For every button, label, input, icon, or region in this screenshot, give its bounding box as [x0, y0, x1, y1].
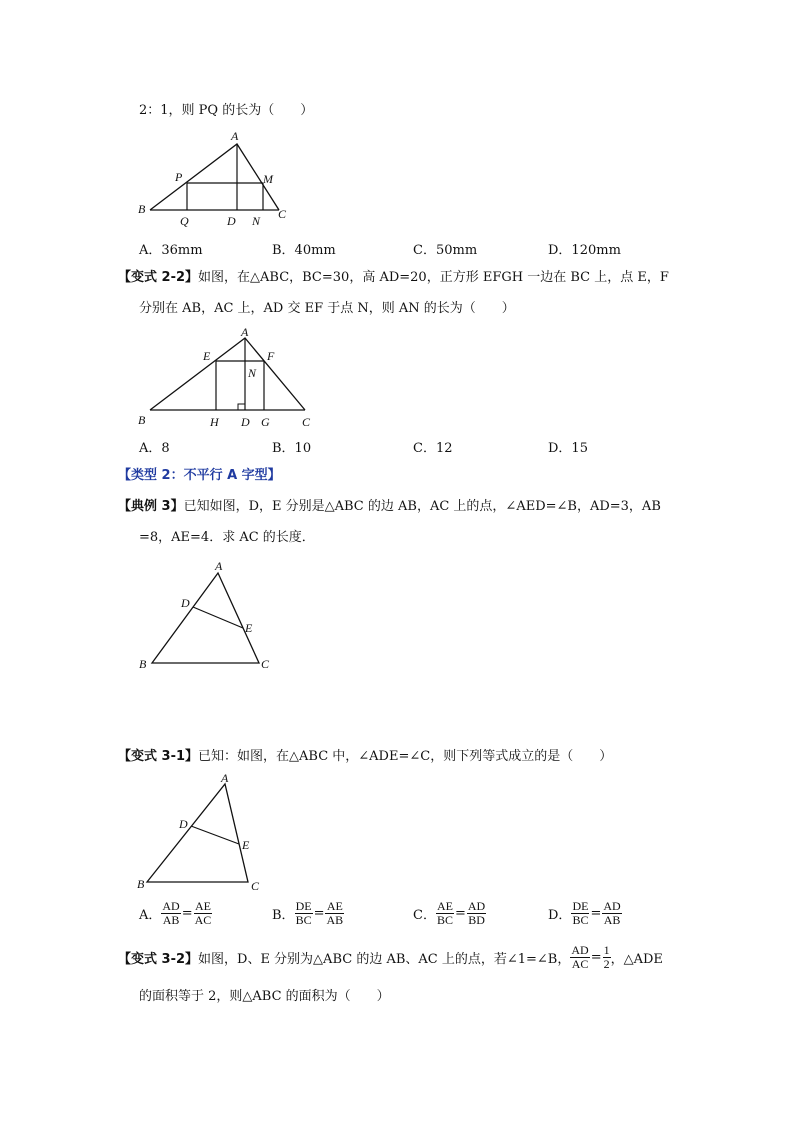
q3-1-option-c-frac2: $\frac{AD}{BD}$	[467, 899, 486, 927]
q2-1-label-B: B	[138, 202, 146, 216]
q3-1-stem	[118, 748, 612, 766]
q3-1-figure	[135, 772, 275, 892]
q2-1-stem-tail: 2：1，则 PQ 的长为（ ）	[139, 103, 314, 118]
q2-1-label-D: D	[227, 214, 236, 228]
ex3-label-D: D	[181, 596, 190, 610]
q3-1-option-c[interactable]: C． $\frac{AE}{BC}$ = $\frac{AD}{BD}$	[413, 899, 486, 927]
q3-1-option-d[interactable]: D． $\frac{DE}{BC}$ = $\frac{AD}{AB}$	[548, 899, 621, 927]
q2-1-label-A: A	[231, 129, 239, 143]
q3-1-stem-text: 已知：如图，在△ABC 中，∠ADE=∠C，则下列等式成立的是（ ）	[198, 749, 613, 764]
q3-2-frac2: $\frac{1}{2}$	[603, 943, 610, 971]
q2-2-label-A: A	[241, 325, 249, 339]
q2-2-option-c[interactable]: C．12	[413, 441, 453, 456]
q3-1-option-c-letter: C．	[413, 908, 436, 923]
q2-2-tag: 【变式 2-2】	[118, 270, 199, 285]
q2-1-label-Q: Q	[180, 214, 189, 228]
q3-1-option-d-frac1: $\frac{DE}{BC}$	[572, 899, 589, 927]
q2-2-label-G: G	[261, 415, 270, 429]
q2-1-option-a[interactable]: A．36mm	[139, 243, 203, 258]
q3-2-tag: 【变式 3-2】	[118, 952, 199, 967]
q3-1-label-C: C	[251, 879, 260, 893]
q3-1-label-B: B	[137, 877, 145, 891]
q2-1-option-d[interactable]: D．120mm	[548, 243, 621, 258]
q3-1-option-b-frac1: $\frac{DE}{BC}$	[295, 899, 312, 927]
q3-2-frac1: $\frac{AD}{AC}$	[571, 943, 589, 971]
q2-2-label-E: E	[203, 349, 211, 363]
ex3-tag: 【典例 3】	[118, 499, 184, 514]
q3-1-option-a-letter: A．	[139, 908, 162, 923]
q2-2-label-N: N	[248, 366, 257, 380]
q3-1-option-b-letter: B．	[272, 908, 295, 923]
q3-1-label-A: A	[221, 771, 229, 785]
q2-1-option-b[interactable]: B．40mm	[272, 243, 336, 258]
ex3-stem-line2: =8，AE=4．求 AC 的长度．	[139, 530, 315, 545]
q3-1-label-E: E	[242, 838, 250, 852]
q3-1-option-d-letter: D．	[548, 908, 572, 923]
ex3-label-C: C	[261, 657, 270, 671]
q3-1-option-c-frac1: $\frac{AE}{BC}$	[436, 899, 453, 927]
ex3-label-A: A	[215, 559, 223, 573]
ex3-stem-text1: 已知如图，D，E 分别是△ABC 的边 AB，AC 上的点，∠AED=∠B，AD=3，AB	[183, 499, 661, 514]
ex3-label-B: B	[139, 657, 147, 671]
q2-2-stem-text1: 如图，在△ABC，BC=30，高 AD=20，正方形 EFGH 一边在 BC 上，点 E，F	[198, 270, 669, 285]
q2-2-option-d[interactable]: D．15	[548, 441, 588, 456]
q3-1-tag: 【变式 3-1】	[118, 749, 199, 764]
q3-1-option-a[interactable]: A． $\frac{AD}{AB}$ = $\frac{AE}{AC}$	[139, 899, 212, 927]
q2-2-label-H: H	[210, 415, 219, 429]
q2-1-option-c[interactable]: C．50mm	[413, 243, 478, 258]
q3-1-label-D: D	[179, 817, 188, 831]
q2-2-label-C: C	[302, 415, 311, 429]
q2-1-figure	[135, 128, 305, 228]
q3-1-option-a-frac1: $\frac{AD}{AB}$	[162, 899, 180, 927]
section-heading-type2: 【类型 2：不平行 A 字型】	[118, 468, 281, 483]
q2-2-stem-line2: 分别在 AB，AC 上，AD 交 EF 于点 N，则 AN 的长为（ ）	[139, 301, 515, 316]
q3-1-option-d-frac2: $\frac{AD}{AB}$	[603, 899, 621, 927]
q2-2-stem-line1	[118, 269, 669, 287]
q2-1-label-N: N	[252, 214, 261, 228]
q2-1-label-C: C	[278, 207, 287, 221]
q2-1-label-P: P	[175, 170, 183, 184]
ex3-label-E: E	[245, 621, 253, 635]
q2-1-label-M: M	[263, 172, 273, 186]
q2-2-label-F: F	[267, 349, 275, 363]
q3-2-stem-line2: 的面积等于 2，则△ABC 的面积为（ ）	[139, 989, 390, 1004]
q2-2-option-a[interactable]: A．8	[139, 441, 170, 456]
q2-2-option-b[interactable]: B．10	[272, 441, 312, 456]
q3-1-option-b[interactable]: B． $\frac{DE}{BC}$ = $\frac{AE}{AB}$	[272, 899, 344, 927]
q3-1-option-a-frac2: $\frac{AE}{AC}$	[194, 899, 212, 927]
ex3-figure	[135, 556, 285, 676]
q3-1-option-b-frac2: $\frac{AE}{AB}$	[326, 899, 344, 927]
q2-2-figure	[135, 324, 325, 430]
q3-2-stem-text-b: ，△ADE	[610, 952, 663, 967]
ex3-stem-line1	[118, 498, 661, 516]
q3-2-stem-text-a: 如图，D、E 分别为△ABC 的边 AB、AC 上的点，若∠1=∠B，	[198, 952, 571, 967]
q2-2-label-D: D	[241, 415, 250, 429]
q2-2-label-B: B	[138, 413, 146, 427]
q3-2-stem-line1: 【变式 3-2】如图，D、E 分别为△ABC 的边 AB、AC 上的点，若∠1=∠B， $\frac{AD}{AC}$ = $\frac{1}{2}$ ，△ADE	[118, 943, 663, 971]
